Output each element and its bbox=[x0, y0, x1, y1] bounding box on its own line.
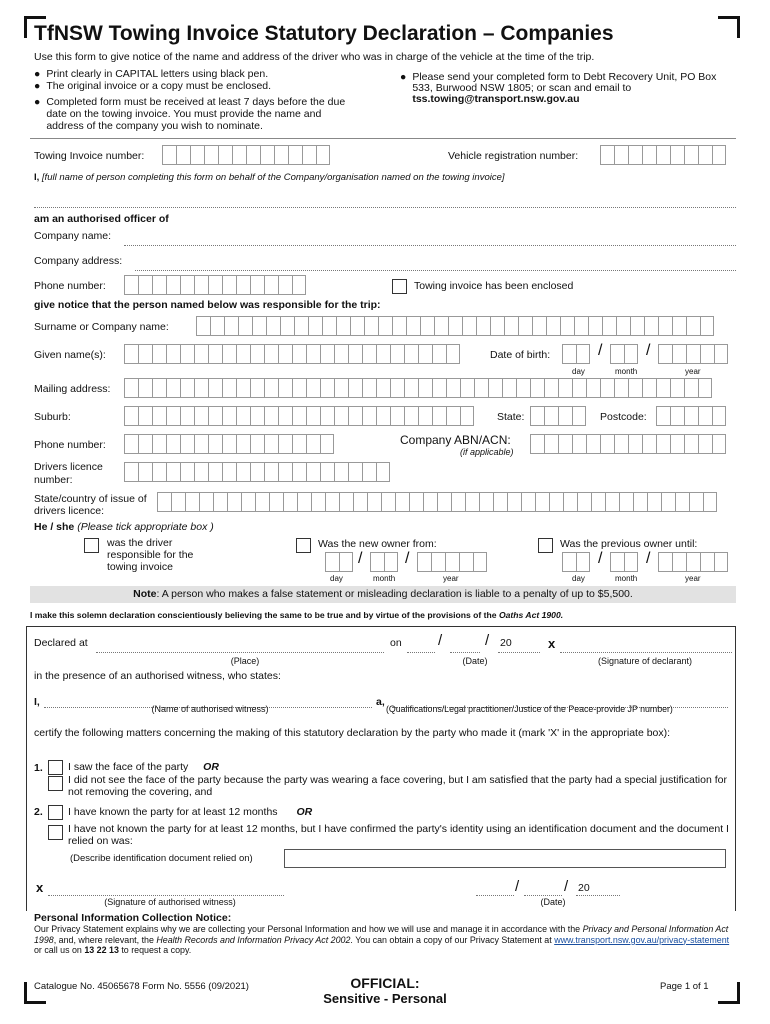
licence-input[interactable] bbox=[124, 462, 390, 482]
not-known-label: I have not known the party for at least 12 months, but I have confirmed the party's identity using an identification document and the document I relied on was: bbox=[68, 823, 729, 847]
new-owner-year[interactable] bbox=[417, 552, 487, 572]
presence-text: in the presence of an authorised witness, who states: bbox=[34, 670, 281, 682]
year-prefix: 20 bbox=[500, 637, 512, 649]
licence-label: Drivers licence number: bbox=[34, 461, 103, 486]
enclosed-checkbox[interactable] bbox=[392, 279, 407, 294]
witness-month-input[interactable] bbox=[524, 884, 562, 896]
witness-year-input[interactable] bbox=[576, 884, 620, 896]
towing-invoice-input[interactable] bbox=[162, 145, 330, 165]
previous-owner-day[interactable] bbox=[562, 552, 590, 572]
catalogue-number: Catalogue No. 45065678 Form No. 5556 (09/2021) bbox=[34, 981, 249, 992]
new-owner-slash-1: / bbox=[358, 550, 363, 567]
corner-mark-br bbox=[718, 982, 740, 1004]
enclosed-label: Towing invoice has been enclosed bbox=[414, 280, 574, 292]
signature-witness-caption: (Signature of authorised witness) bbox=[104, 897, 236, 907]
abn-label: Company ABN/ACN: bbox=[400, 433, 511, 447]
privacy-link[interactable]: www.transport.nsw.gov.au/privacy-statement bbox=[554, 934, 730, 945]
qualifications-caption: (Qualifications/Legal practitioner/Justice of the Peace-provide JP number) bbox=[386, 704, 673, 714]
new-owner-checkbox[interactable] bbox=[296, 538, 311, 553]
witness-year-prefix: 20 bbox=[578, 882, 590, 894]
new-owner-month[interactable] bbox=[370, 552, 398, 572]
instructions-left: ● Print clearly in CAPITAL letters using black pen. ● The original invoice or a copy must be enclosed. ● Completed form must be received at least 7 days before the due date on the towing invoice. You must provide the name and address of the company you wish to nominate. bbox=[34, 68, 354, 132]
phone2-input[interactable] bbox=[124, 434, 334, 454]
dob-year-caption: year bbox=[685, 367, 701, 376]
email-link[interactable]: tss.towing@transport.nsw.gov.au bbox=[412, 93, 580, 105]
postcode-input[interactable] bbox=[656, 406, 726, 426]
witness-slash-2: / bbox=[564, 878, 569, 895]
new-owner-slash-2: / bbox=[405, 550, 410, 567]
place-caption: (Place) bbox=[230, 656, 260, 666]
official-label: OFFICIAL: bbox=[350, 975, 420, 991]
dob-month[interactable] bbox=[610, 344, 638, 364]
given-input[interactable] bbox=[124, 344, 460, 364]
suburb-label: Suburb: bbox=[34, 411, 71, 423]
abn-caption: (if applicable) bbox=[460, 447, 514, 457]
dob-day-caption: day bbox=[572, 367, 585, 376]
place-input[interactable] bbox=[96, 641, 384, 653]
dob-month-caption: month bbox=[615, 367, 638, 376]
company-name-label: Company name: bbox=[34, 230, 112, 242]
company-name-input[interactable] bbox=[124, 234, 736, 246]
item-2-number: 2. bbox=[34, 806, 43, 818]
dob-year[interactable] bbox=[658, 344, 728, 364]
on-label: on bbox=[390, 637, 402, 649]
declarant-x: x bbox=[548, 636, 556, 651]
solemn-text: I make this solemn declaration conscientiously believing the same to be true and by virtue of the provisions of the Oaths Act 1900. bbox=[30, 610, 564, 620]
mailing-label: Mailing address: bbox=[34, 383, 111, 395]
witness-day-input[interactable] bbox=[476, 884, 514, 896]
previous-owner-slash-2: / bbox=[646, 550, 651, 567]
mailing-input[interactable] bbox=[124, 378, 712, 398]
vehicle-reg-input[interactable] bbox=[600, 145, 726, 165]
previous-owner-checkbox[interactable] bbox=[538, 538, 553, 553]
privacy-text: Our Privacy Statement explains why we are collecting your Personal Information and how we will use and manage it in accordance with the Privacy and Personal Information Act 1998, and, where relevant, the Health Records and Information Privacy Act 2002. You can obtain a copy of our Privacy Statement at www.transport.nsw.gov.au/privacy-statement or call us on 13 22 13 to request a copy. bbox=[34, 924, 730, 956]
phone-label: Phone number: bbox=[34, 280, 106, 292]
give-notice-label: give notice that the person named below was responsible for the trip: bbox=[34, 299, 381, 311]
surname-label: Surname or Company name: bbox=[34, 321, 169, 333]
witness-signature-input[interactable] bbox=[48, 884, 284, 896]
new-owner-month-caption: month bbox=[373, 574, 396, 583]
item-1-number: 1. bbox=[34, 762, 43, 774]
dob-day[interactable] bbox=[562, 344, 590, 364]
i-declarant-row: I, [full name of person completing this form on behalf of the Company/organisation named on the towing invoice] bbox=[34, 172, 505, 183]
not-known-checkbox[interactable] bbox=[48, 825, 63, 840]
declared-at-label: Declared at bbox=[34, 637, 88, 649]
postcode-label: Postcode: bbox=[600, 411, 647, 423]
previous-owner-day-caption: day bbox=[572, 574, 585, 583]
driver-checkbox[interactable] bbox=[84, 538, 99, 553]
describe-caption: (Describe identification document relied on) bbox=[70, 853, 253, 864]
dob-slash-1: / bbox=[598, 342, 603, 359]
privacy-title: Personal Information Collection Notice: bbox=[34, 912, 232, 924]
surname-input[interactable] bbox=[196, 316, 714, 336]
note-band: Note: A person who makes a false statement or misleading declaration is liable to a penalty of up to $5,500. bbox=[30, 586, 736, 603]
date-caption: (Date) bbox=[462, 656, 488, 666]
face-covering-label: I did not see the face of the party because the party was wearing a face covering, but I am satisfied that the party had a special justification for not removing the covering, and bbox=[68, 774, 727, 798]
page-title: TfNSW Towing Invoice Statutory Declaration – Companies bbox=[34, 22, 614, 45]
driver-option-label: was the driver responsible for the towing invoice bbox=[107, 537, 194, 573]
previous-owner-year-caption: year bbox=[685, 574, 701, 583]
phone-input[interactable] bbox=[124, 275, 306, 295]
declared-slash-1: / bbox=[438, 632, 443, 649]
declarant-signature-input[interactable] bbox=[560, 641, 732, 653]
state-input[interactable] bbox=[530, 406, 586, 426]
state-issue-label: State/country of issue of drivers licence: bbox=[34, 493, 147, 517]
previous-owner-month[interactable] bbox=[610, 552, 638, 572]
witness-slash-1: / bbox=[515, 878, 520, 895]
corner-mark-tr bbox=[718, 16, 740, 38]
known-12-checkbox[interactable] bbox=[48, 805, 63, 820]
new-owner-day[interactable] bbox=[325, 552, 353, 572]
name-witness-caption: (Name of authorised witness) bbox=[151, 704, 269, 714]
witness-date-caption: (Date) bbox=[540, 897, 566, 907]
company-address-input[interactable] bbox=[135, 259, 736, 271]
towing-invoice-label: Towing Invoice number: bbox=[34, 150, 145, 162]
a-label: a, bbox=[376, 696, 385, 708]
bullet-2: The original invoice or a copy must be enclosed. bbox=[46, 80, 272, 92]
vehicle-reg-label: Vehicle registration number: bbox=[448, 150, 579, 162]
abn-input[interactable] bbox=[530, 434, 726, 454]
describe-input[interactable] bbox=[284, 849, 726, 868]
new-owner-label: Was the new owner from: bbox=[318, 538, 437, 550]
known-12-label: I have known the party for at least 12 months OR bbox=[68, 806, 313, 818]
officer-label: am an authorised officer of bbox=[34, 213, 169, 225]
declared-month-input[interactable] bbox=[450, 641, 480, 653]
intro-text: Use this form to give notice of the name and address of the driver who was in charge of the vehicle at the time of the trip. bbox=[34, 51, 595, 63]
i-witness-label: I, bbox=[34, 696, 40, 708]
sensitive-label: Sensitive - Personal bbox=[323, 991, 447, 1006]
state-label: State: bbox=[497, 411, 525, 423]
dob-slash-2: / bbox=[646, 342, 651, 359]
declared-day-input[interactable] bbox=[407, 641, 435, 653]
new-owner-year-caption: year bbox=[443, 574, 459, 583]
page-number: Page 1 of 1 bbox=[660, 981, 709, 992]
certify-text: certify the following matters concerning the making of this statutory declaration by the party who made it (mark 'X' in the appropriate box): bbox=[34, 727, 671, 739]
instructions-right: ● Please send your completed form to Debt Recovery Unit, PO Box 533, Burwood NSW 1805; or scan and email to tss.towing@transport.nsw.gov.au bbox=[400, 71, 717, 105]
company-address-label: Company address: bbox=[34, 255, 123, 267]
face-covering-checkbox[interactable] bbox=[48, 776, 63, 791]
signature-declarant-caption: (Signature of declarant) bbox=[597, 656, 693, 666]
phone2-label: Phone number: bbox=[34, 439, 106, 451]
bullet-3: Completed form must be received at least 7 days before the due date on the towing invoice. You must provide the name and address of the company you wish to nominate. bbox=[46, 96, 346, 132]
previous-owner-label: Was the previous owner until: bbox=[560, 538, 698, 550]
given-label: Given name(s): bbox=[34, 349, 106, 361]
previous-owner-year[interactable] bbox=[658, 552, 728, 572]
previous-owner-slash-1: / bbox=[598, 550, 603, 567]
send-text: Please send your completed form to Debt Recovery Unit, PO Box 533, Burwood NSW 1805; or scan and email to bbox=[412, 71, 717, 94]
declared-year-input[interactable] bbox=[498, 641, 540, 653]
saw-face-label: I saw the face of the party OR bbox=[68, 761, 219, 773]
bullet-1: Print clearly in CAPITAL letters using black pen. bbox=[46, 68, 269, 80]
suburb-input[interactable] bbox=[124, 406, 474, 426]
declared-slash-2: / bbox=[485, 632, 490, 649]
saw-face-checkbox[interactable] bbox=[48, 760, 63, 775]
state-issue-input[interactable] bbox=[157, 492, 717, 512]
witness-x: x bbox=[36, 880, 44, 895]
he-she-row: He / she (Please tick appropriate box ) bbox=[34, 521, 214, 533]
dob-label: Date of birth: bbox=[490, 349, 551, 361]
new-owner-day-caption: day bbox=[330, 574, 343, 583]
previous-owner-month-caption: month bbox=[615, 574, 638, 583]
declarant-name-input[interactable] bbox=[34, 196, 736, 208]
